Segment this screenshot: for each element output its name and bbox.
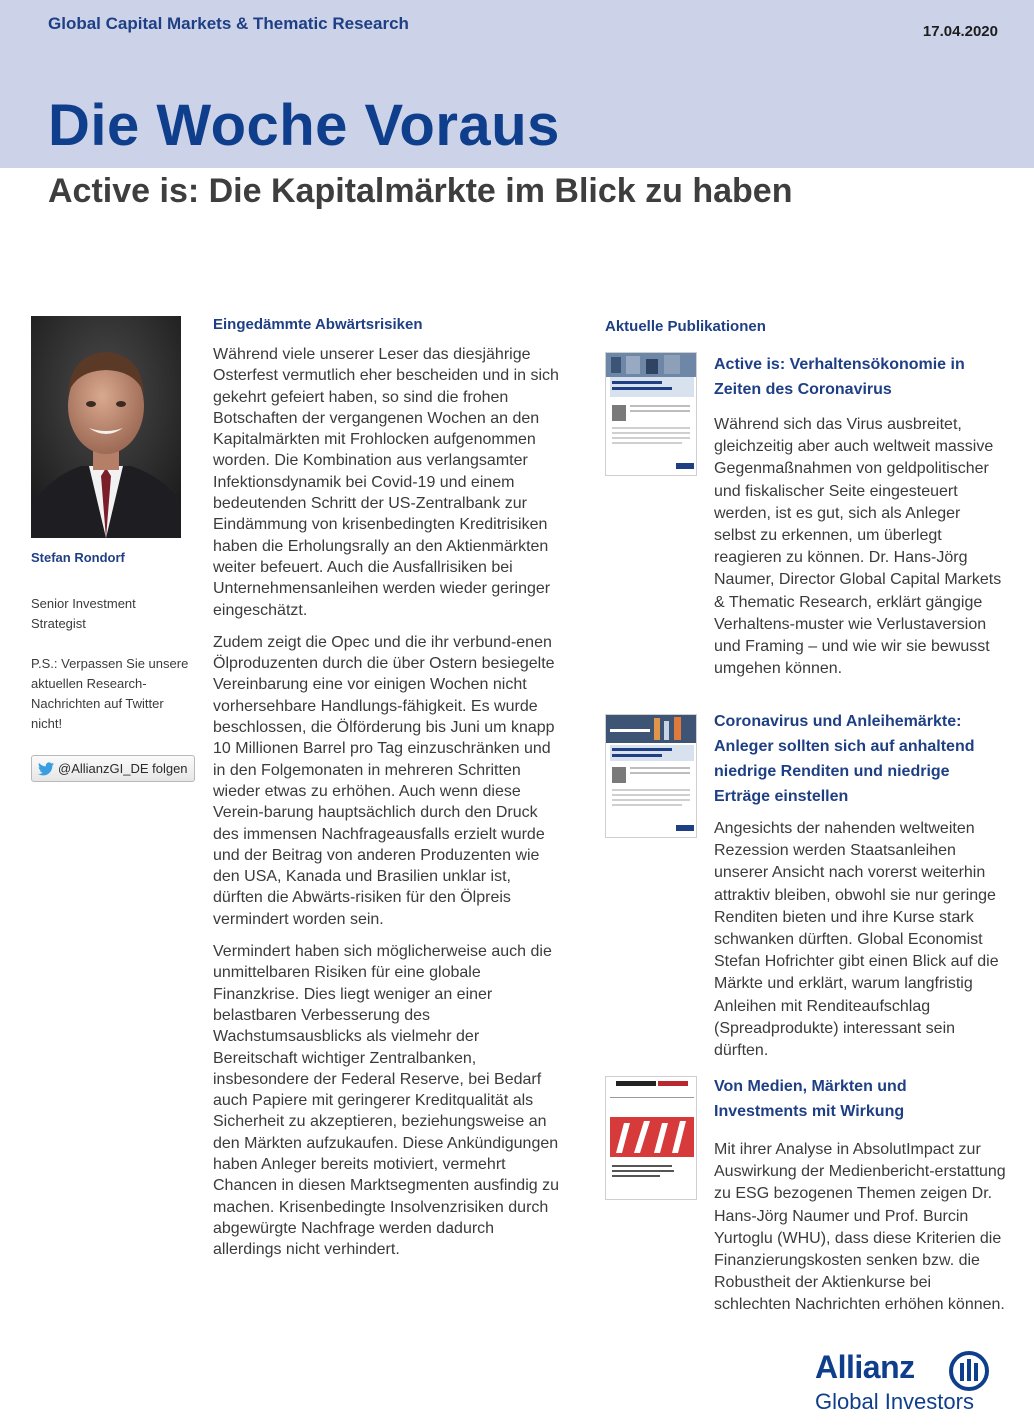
department-label: Global Capital Markets & Thematic Research [48,14,409,33]
author-role: Senior Investment Strategist [31,596,136,631]
author-name: Stefan Rondorf [31,550,125,565]
publications-heading: Aktuelle Publikationen [605,318,766,335]
article-paragraph: Vermindert haben sich möglicherweise auch die unmittelbaren Risiken für eine globale Finanzkrise. Dies liegt weniger an einer belastbaren Verbesserung des Wachstumsausblicks als vielmehr der Bereitschaft wichtiger Zentralbanken, insbesondere der Federal Reserve, bei Bedarf auch Papiere mit geringerer Kreditqualität als Sicherheit zu akzeptieren, beziehungsweise an den Märkten aufzukaufen. Diese Ankündigungen haben Anleger bereits motiviert, vermehrt Chancen in diesen Marktsegmenten ausfindig zu machen. Krisenbedingte Insolvenzrisiken durch abgewürgte Nachfrage werden dadurch allerdings nicht verhindert. [213,943,559,1259]
report-cover-image [606,715,697,838]
logo-subtitle: Global Investors [815,1389,974,1414]
article-paragraph: Zudem zeigt die Opec und die ihr verbund-enen Ölproduzenten durch die über Ostern besiegelte Vereinbarung eine vor einigen Wochen nicht vorhersehbare Handlungs-fähigkeit. Es wurde beschlossen, die Ölförderung bis Juni um knapp 10 Millionen Barrel pro Tag einzuschränken und in den Folgemonaten in mehreren Schritten wieder etwas zu erhöhen. Auch wenn diese Verein-barung hauptsächlich durch den Druck des immensen Nachfrageausfalls erzielt wurde und der Beitrag von anderen Produzenten wie den USA, Kanada und Brasilien unklar ist, dürften die Abwärts-risiken für den Ölpreis vermindert worden sein. [213,633,555,928]
author-portrait-image [31,316,181,538]
publication-title[interactable]: Coronavirus und Anleihemärkte: Anleger sollten sich auf anhaltend niedrige Renditen und niedrige Erträge einstellen [714,713,975,805]
publication-date: 17.04.2020 [922,23,998,40]
page-title: Die Woche Voraus [48,93,560,158]
publication-thumbnail[interactable] [605,714,697,838]
publication-title[interactable]: Von Medien, Märkten und Investments mit Wirkung [714,1078,907,1120]
publication-summary: Angesichts der nahenden weltweiten Rezession werden Staatsanleihen unserer Ansicht nach vorerst weiterhin attraktiv bleiben, obwohl sie nur geringe Renditen bieten und ihre Kurse stark schwanken dürften. Global Economist Stefan Hofrichter gibt einen Blick auf die Märkte und erklärt, warum langfristig Anleihen mit Renditeaufschlag (Spreadprodukte) interessant sein dürften. [714,820,999,1060]
publication-thumbnail[interactable] [605,352,697,476]
publication-title[interactable]: Active is: Verhaltensökonomie in Zeiten des Coronavirus [714,356,965,398]
article-heading: Eingedämmte Abwärtsrisiken [213,316,423,333]
twitter-follow-button[interactable] [31,755,195,782]
publication-summary: Während sich das Virus ausbreitet, gleichzeitig aber auch weltweit massive Gegenmaßnahmen von geldpolitischer und fiskalischer Seite eingesteuert werden, ist es gut, sich als Anleger selbst zu erkennen, um überlegt reagieren zu können. Dr. Hans-Jörg Naumer, Director Global Capital Markets & Thematic Research, erklärt gängige Verhaltens-muster wie Verlustaversion und Framing – und wie wir sie bewusst umgehen können. [714,416,1002,678]
twitter-follow-label: @AllianzGI_DE folgen [58,761,188,776]
allianz-gi-logo [815,1349,1015,1419]
page-subtitle: Active is: Die Kapitalmärkte im Blick zu haben [48,172,793,210]
report-cover-image [606,353,697,476]
article-paragraph: Während viele unserer Leser das diesjährige Osterfest vermutlich eher bescheiden und in sich gekehrt gefeiert haben, so sind die frohen Botschaften der vergangenen Wochen an den Kapitalmärkten mit Frohlocken aufgenommen worden. Die Kombination aus verlangsamter Infektionsdynamik bei Covid-19 und einem bedeutenden Schritt der US-Zentralbank zur Eindämmung von krisenbedingten Kreditrisiken haben die Erholungsrally an den Aktienmärkten weiter befeuert. Auch die Ausfallrisiken bei Unternehmensanleihen werden wieder geringer eingeschätzt. [213,346,559,619]
author-photo [31,316,181,538]
author-postscript: P.S.: Verpassen Sie unsere aktuellen Research-Nachrichten auf Twitter nicht! [31,656,189,731]
allianz-eagle-icon [948,1350,990,1392]
publication-summary: Mit ihrer Analyse in AbsolutImpact zur Auswirkung der Medienbericht-erstattung zu ESG bezogenen Themen zeigen Dr. Hans-Jörg Naumer und Prof. Burcin Yurtoglu (WHU), dass diese Kriterien die Finanzierungskosten senken bzw. die Robustheit der Aktienkurse bei schlechten Nachrichten erhöhen können. [714,1141,1006,1314]
logo-brand: Allianz [815,1349,915,1385]
publication-thumbnail[interactable] [605,1076,697,1200]
report-cover-image [606,1077,697,1200]
twitter-bird-icon [38,762,54,776]
main-article [213,316,561,1271]
